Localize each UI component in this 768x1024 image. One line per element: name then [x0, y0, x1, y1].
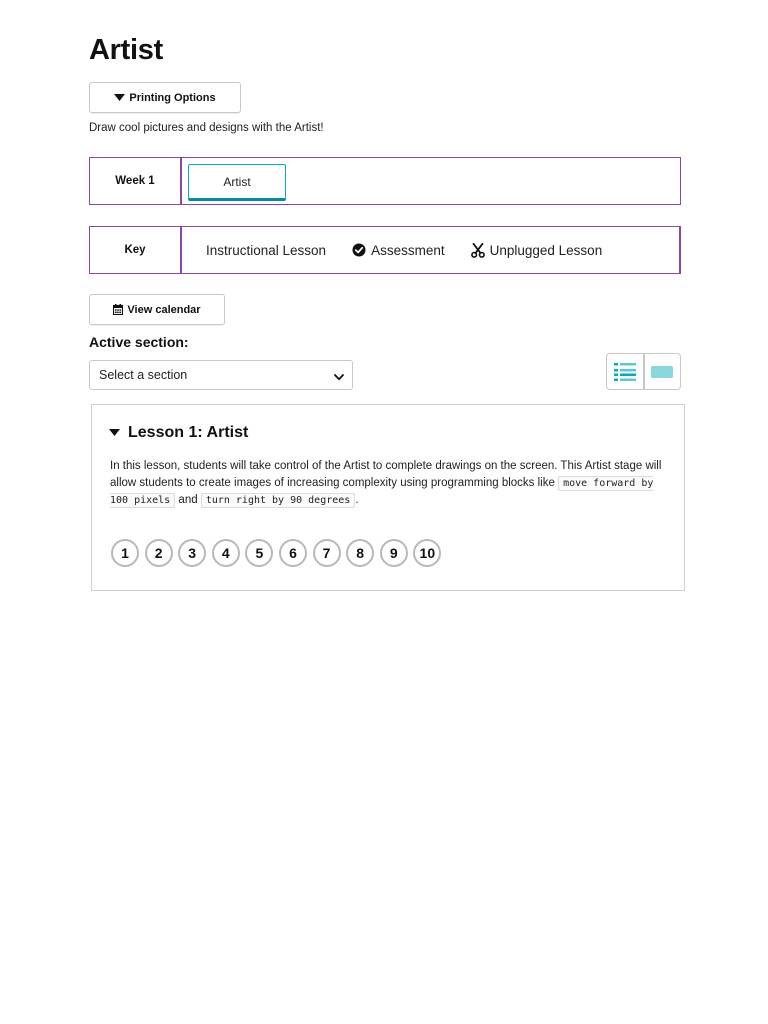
page-description: Draw cool pictures and designs with the Artist! [89, 122, 324, 134]
progress-bubble[interactable]: 9 [380, 539, 408, 567]
lesson-chip-artist[interactable]: Artist [188, 164, 286, 201]
progress-bubble[interactable]: 7 [313, 539, 341, 567]
lesson-description [110, 458, 670, 510]
printing-options-button[interactable] [89, 82, 241, 113]
key-item-label: Assessment [371, 242, 445, 258]
lesson-title: Lesson 1: Artist [128, 424, 249, 441]
check-circle-icon [352, 243, 366, 257]
progress-bubble[interactable]: 1 [111, 539, 139, 567]
key-item-unplugged [471, 243, 603, 258]
view-toggle [606, 353, 681, 390]
view-calendar-button[interactable] [89, 294, 225, 325]
progress-bubble[interactable]: 3 [178, 539, 206, 567]
key-item-label: Unplugged Lesson [489, 242, 603, 258]
chevron-down-icon [334, 370, 344, 384]
code-snippet-move-forward: move forward by 100 pixels [110, 477, 654, 506]
key-item-label: Instructional Lesson [206, 242, 327, 258]
detail-view-button[interactable] [607, 354, 645, 389]
detail-list-icon [614, 362, 636, 382]
key-item-assessment [352, 243, 445, 258]
active-section-label: Active section: [89, 334, 189, 350]
lesson-desc-end: . [355, 494, 359, 506]
printing-options-label: Printing Options [129, 91, 216, 104]
scissors-icon [471, 243, 485, 258]
section-select-value: Select a section [99, 368, 188, 382]
lesson-desc-and: and [178, 494, 198, 506]
key-item-instructional [206, 243, 326, 258]
week-header: Week 1 [90, 158, 182, 204]
key-row [89, 226, 681, 274]
progress-bubble[interactable]: 8 [346, 539, 374, 567]
code-snippet-turn-right: turn right by 90 degrees [201, 493, 356, 508]
progress-bubble[interactable]: 4 [212, 539, 240, 567]
summary-view-button[interactable] [645, 354, 681, 389]
caret-down-icon [114, 94, 125, 102]
page-title: Artist [89, 34, 163, 66]
section-select[interactable] [89, 360, 353, 390]
summary-bar-icon [651, 366, 673, 378]
progress-bubble[interactable]: 2 [145, 539, 173, 567]
progress-bubble[interactable]: 10 [413, 539, 441, 567]
lesson-title-toggle[interactable] [109, 424, 248, 442]
key-items [182, 227, 679, 273]
progress-bubble[interactable]: 6 [279, 539, 307, 567]
key-header: Key [90, 227, 182, 273]
caret-down-icon [109, 429, 120, 437]
week-lessons [182, 158, 680, 204]
week-row [89, 157, 681, 205]
view-calendar-label: View calendar [127, 303, 201, 316]
lesson-desc-text: In this lesson, students will take control of the Artist to complete drawings on the screen. This Artist stage will allow students to create images of increasing complexity using programming blocks like [110, 460, 662, 489]
calendar-icon [113, 304, 123, 315]
progress-bubbles [111, 539, 447, 567]
lesson-card [91, 404, 685, 591]
progress-bubble[interactable]: 5 [245, 539, 273, 567]
